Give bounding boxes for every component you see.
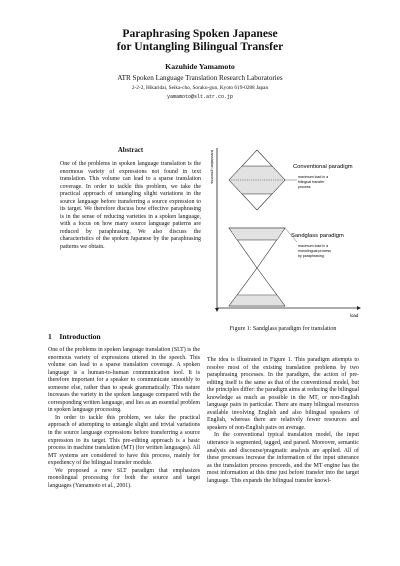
conventional-load-region — [229, 166, 285, 194]
conventional-desc-3: process — [298, 185, 311, 189]
abstract-heading: Abstract — [117, 147, 144, 154]
sandglass-desc-2: monolingual process — [298, 249, 331, 253]
abstract-text: One of the problems in spoken language translation is the enormous variety of expressions not found in text translation. This volume can lead to a sparse translation coverage. In order to tackle this problem, we take the practical approach of untangling slight variations in the source language before transferring a source expression to its target. We therefore discuss how effective paraphrasing is in the sense of reducing varieties in a spoken language, with a focus on how many source language patterns are reduced by paraphrasing. We also discuss the characteristics of the spoken Japanese by the paraphrasing patterns we obtain. — [60, 161, 201, 250]
conventional-title: Conventional paradigm — [293, 164, 353, 170]
sandglass-desc-3: by paraphrasing — [298, 254, 324, 258]
email: yamamoto@slt.atr.co.jp — [166, 94, 233, 100]
title-line-1: Paraphrasing Spoken Japanese — [122, 27, 278, 40]
sandglass-top-load-region — [229, 228, 285, 240]
conventional-desc-1: maximum load in a — [298, 175, 329, 179]
sandglass-title: Sandglass paradigm — [291, 233, 344, 239]
y-axis-arrow-icon — [215, 308, 219, 312]
right-column-text — [207, 357, 359, 485]
author-name: Kazuhide Yamamoto — [165, 62, 235, 71]
title-line-2: for Untangling Bilingual Transfer — [116, 40, 284, 53]
figure-caption: Figure 1: Sandglass paradigm for translation — [229, 326, 337, 332]
paragraph: In the conventional typical translation model, the input utterance is segmented, tagged, and parsed. Moreover, semantic analysis and discourse/pragmatic analysis are applied. All of these processes increase the information of the input utterance as the translation process proceeds, and the MT engine has the most information at this time just before transfer into the target language. This expands the bilingual transfer knowl- — [207, 432, 359, 484]
y-axis-label: translation process — [210, 150, 215, 184]
left-column-text — [48, 347, 200, 490]
address: 2-2-2, Hikaridai, Seika-cho, Soraku-gun, Kyoto 619-0288 Japan — [131, 84, 269, 91]
sandglass-desc-1: maximum load in a — [298, 244, 329, 248]
affiliation-block — [0, 74, 400, 103]
section-heading: 1 Introduction — [48, 332, 101, 341]
paragraph: In order to tackle this problem, we take the practical approach of attempting to untangle slight and trivial variations in the source language expressions before transferring a source expression to its target. This pre-editing approach is a basic process in machine translation (MT) (for written languages). All MT systems are considered to have this process, mainly for expediency of the bilingual transfer module. — [48, 414, 200, 467]
paragraph: The idea is illustrated in Figure 1. This paradigm attempts to resolve most of the existing translation problems by two paraphrasing processes. In the paradigm, the action of pre-editing itself is the same as that of the conventional model, but the principles differ: the paradigm aims at reducing the bilingual knowledge as much as possible in the MT, or non-English language pairs in particular. There are many bilingual resources available involving English and also bilingual speakers of English, whereas there are relatively fewer resources and speakers of non-English pairs on average. — [207, 357, 359, 431]
affiliation: ATR Spoken Language Translation Research Laboratories — [117, 74, 283, 82]
x-axis-label: load — [350, 313, 359, 318]
paragraph: One of the problems in spoken language translation (SLT) is the enormous variety of expressions uttered in the speech. This volume can lead to a sparse translation coverage. A spoken language is a human-to-human communication tool. It is therefore important for a speaker to communicate smoothly to someone else, rather than to speak grammatically. This nature increases the variety in the spoken language compared with the corresponding written language, and lies as an essential problem in spoken language processing. — [48, 347, 200, 414]
paper-title — [0, 27, 400, 53]
paragraph: We proposed a new SLT paradigm that emphasizes monolingual processing for both the source and target languages (Yamamoto et al., 2001). — [48, 467, 200, 489]
sandglass-figure — [207, 140, 367, 320]
conventional-desc-2: bilingual transfer — [298, 180, 325, 184]
sandglass-bottom-load-region — [229, 295, 285, 306]
x-axis-arrow-icon — [357, 306, 361, 310]
